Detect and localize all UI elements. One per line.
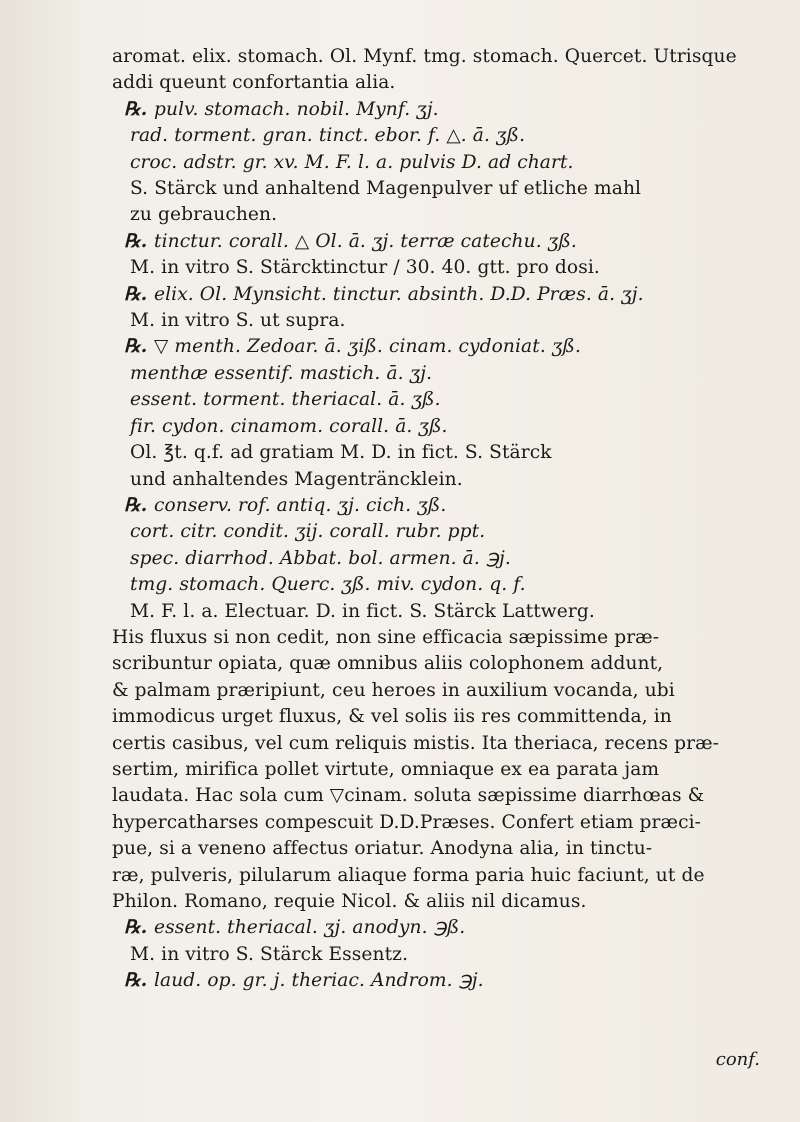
recipe-line — [112, 334, 766, 360]
text-line: M. in vitro S. ut supra. — [130, 310, 346, 332]
recipe-line — [112, 282, 766, 308]
text-line: menthæ essentif. mastich. ā. ʒj. — [130, 362, 433, 384]
recipe-symbol: ℞. — [124, 494, 148, 516]
text-line: M. in vitro S. Stärcktinctur / 30. 40. gtt. pro dosi. — [130, 257, 600, 279]
text-line: Philon. Romano, requie Nicol. & aliis nil dicamus. — [112, 891, 587, 912]
text-line: fir. cydon. cinamom. corall. ā. ʒß. — [130, 415, 448, 437]
recipe-symbol: ℞. — [124, 98, 148, 120]
recipe-text: pulv. stomach. nobil. Mynf. ʒj. — [154, 98, 439, 120]
recipe-text: ▽ menth. Zedoar. ā. ʒiß. cinam. cydoniat. ʒß. — [154, 336, 581, 358]
text-line: sertim, mirifica pollet virtute, omniaque ex ea parata jam — [112, 758, 660, 780]
recipe-line — [112, 97, 766, 123]
catchword: conf. — [715, 1049, 760, 1070]
recipe-line — [112, 229, 766, 255]
recipe-line — [112, 968, 766, 994]
text-line: zu gebrauchen. — [130, 204, 278, 226]
text-line: laudata. Hac sola cum ▽cinam. soluta sæpissime diarrhœas & — [112, 785, 705, 807]
recipe-symbol: ℞. — [124, 917, 148, 939]
text-line: S. Stärck und anhaltend Magenpulver uf etliche mahl — [130, 178, 642, 200]
recipe-line — [112, 915, 766, 941]
text-line: ræ, pulveris, pilularum aliaque forma paria huic faciunt, ut de — [112, 864, 705, 886]
recipe-text: essent. theriacal. ʒj. anodyn. ℈ß. — [154, 917, 466, 939]
text-line: immodicus urget fluxus, & vel solis iis res committenda, in — [112, 706, 672, 728]
recipe-text: conserv. rof. antiq. ʒj. cich. ʒß. — [154, 494, 447, 516]
text-line: M. F. l. a. Electuar. D. in fict. S. Stärck Lattwerg. — [130, 600, 595, 622]
recipe-symbol: ℞. — [124, 283, 148, 305]
text-line: tmg. stomach. Querc. ʒß. miv. cydon. q. f. — [130, 574, 526, 596]
text-line: certis casibus, vel cum reliquis mistis. Ita theriaca, recens præ- — [112, 732, 720, 754]
recipe-line — [112, 493, 766, 519]
text-line: croc. adstr. gr. xv. M. F. l. a. pulvis D. ad chart. — [130, 151, 574, 173]
text-line: Ol. ℥t. q.f. ad gratiam M. D. in fict. S. Stärck — [130, 442, 552, 464]
recipe-text: elix. Ol. Mynsicht. tinctur. absinth. D.D. Præs. ā. ʒj. — [154, 283, 644, 305]
recipe-symbol: ℞. — [124, 336, 148, 358]
recipe-symbol: ℞. — [124, 970, 148, 992]
text-line: M. in vitro S. Stärck Essentz. — [130, 943, 409, 965]
text-line: rad. torment. gran. tinct. ebor. f. △. ā. ʒß. — [130, 125, 526, 147]
text-line: und anhaltendes Magenträncklein. — [130, 468, 463, 490]
text-line: addi queunt confortantia alia. — [112, 72, 396, 94]
text-line: scribuntur opiata, quæ omnibus aliis colophonem addunt, — [112, 653, 664, 675]
text-line: & palmam præripiunt, ceu heroes in auxilium vocanda, ubi — [112, 679, 675, 701]
text-line: cort. citr. condit. ʒij. corall. rubr. ppt. — [130, 521, 486, 543]
recipe-text: laud. op. gr. j. theriac. Androm. ℈j. — [154, 970, 484, 992]
text-line: spec. diarrhod. Abbat. bol. armen. ā. ℈j. — [130, 547, 511, 569]
text-line: aromat. elix. stomach. Ol. Mynf. tmg. stomach. Quercet. Utrisque — [112, 46, 737, 67]
text-line: His fluxus si non cedit, non sine efficacia sæpissime præ- — [112, 626, 660, 648]
text-line: essent. torment. theriacal. ā. ʒß. — [130, 389, 441, 411]
text-line: pue, si a veneno affectus oriatur. Anodyna alia, in tinctu- — [112, 838, 653, 860]
recipe-symbol: ℞. — [124, 230, 148, 252]
text-line: hypercatharses compescuit D.D.Præses. Confert etiam præci- — [112, 811, 702, 833]
recipe-text: tinctur. corall. △ Ol. ā. ʒj. terræ catechu. ʒß. — [154, 230, 577, 252]
